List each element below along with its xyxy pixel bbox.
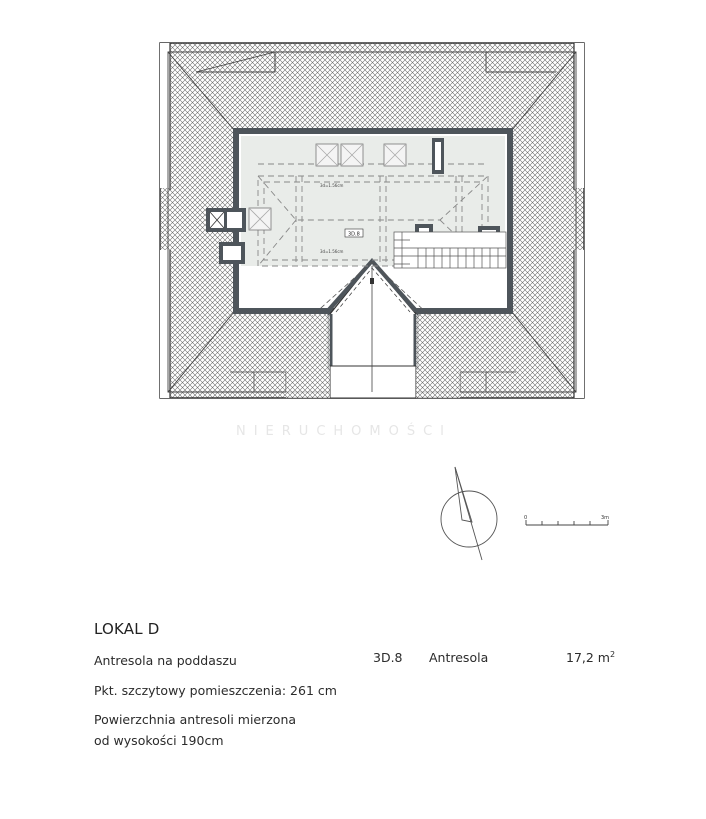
room-name: Antresola	[429, 650, 489, 665]
room-code: 3D.8	[373, 650, 403, 665]
dim-lower: 3d=1.56cm	[320, 249, 344, 254]
room-area	[566, 650, 615, 665]
scale-bar	[526, 520, 608, 525]
staircase	[394, 232, 506, 268]
scale-start-label: 0	[524, 515, 528, 521]
room-area-unit: 2	[609, 650, 616, 659]
north-arrow-icon	[441, 467, 497, 560]
room-area-value: 17,2 m	[566, 650, 610, 666]
scale-end-label: 3m	[601, 515, 610, 521]
watermark-text: NIERUCHOMOŚCI	[236, 424, 453, 439]
unit-title: LOKAL D	[94, 620, 160, 638]
ridge-height-note: Pkt. szczytowy pomieszczenia: 261 cm	[94, 683, 337, 698]
measurement-note-line2: od wysokości 190cm	[94, 733, 224, 748]
measurement-note-line1: Powierzchnia antresoli mierzona	[94, 712, 297, 727]
dim-upper: 3d=1.56cm	[320, 183, 344, 188]
room-code-label: 3D.8	[348, 231, 360, 238]
unit-subtitle: Antresola na poddaszu	[94, 653, 237, 668]
